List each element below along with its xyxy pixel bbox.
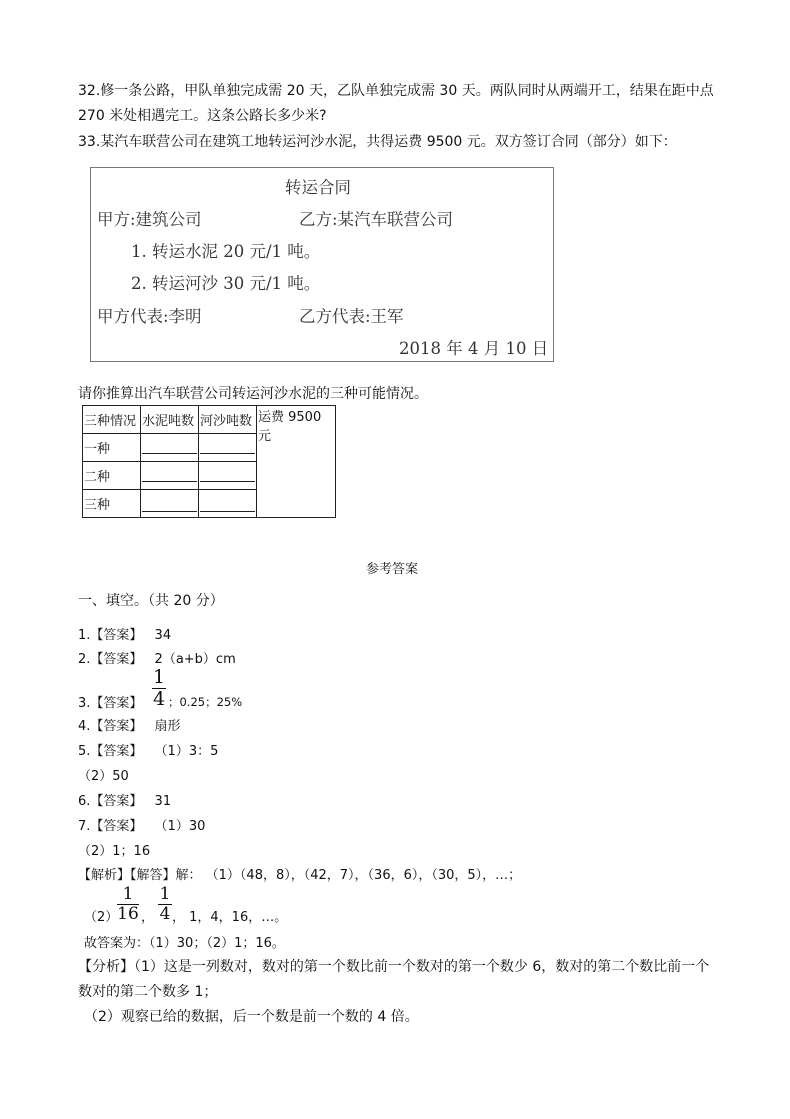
contract-item-2: 2. 转运河沙 30 元/1 吨。: [131, 274, 321, 293]
row-label-1: 一种: [83, 434, 141, 462]
answer-3-label: 3.【答案】: [78, 696, 143, 711]
header-cases: 三种情况: [83, 406, 141, 434]
header-sand: 河沙吨数: [199, 406, 257, 434]
answer-5-value: （1）3：5: [154, 744, 219, 759]
answer-7-label: 7.【答案】: [78, 819, 143, 834]
answer-4-value: 扇形: [154, 719, 181, 734]
analysis-answer: 故答案为：（1）30；（2）1；16。: [84, 936, 285, 951]
answer-6: [78, 790, 171, 809]
fraction-b-numerator: 1: [159, 884, 171, 904]
sand-cell-3[interactable]: [199, 490, 257, 518]
fenxi-label: 【分析】: [78, 959, 134, 975]
fraction-a-numerator: 1: [122, 884, 134, 904]
answer-3-denominator: 4: [152, 688, 166, 710]
answer-2-label: 2.【答案】: [78, 652, 143, 667]
answer-7-value: （1）30: [154, 819, 206, 834]
contract-rep-a: 甲方代表:李明: [97, 307, 202, 326]
answer-6-label: 6.【答案】: [78, 794, 143, 809]
fenxi-line1: [78, 956, 709, 976]
contract-party-b: 乙方:某汽车联营公司: [299, 210, 454, 229]
analysis-fraction-b: [158, 886, 172, 923]
contract-item-1: 1. 转运水泥 20 元/1 吨。: [131, 242, 321, 261]
analysis-label: 【解析】【解答】解：: [78, 868, 202, 883]
answers-title: 参考答案: [366, 562, 419, 577]
fenxi-line3: （2）观察已给的数据，后一个数是前一个数的 4 倍。: [84, 1009, 419, 1025]
analysis-part1: （1）（48，8），（42，7），（36，6），（30，5），…；: [205, 868, 522, 883]
q32-line1: 32.修一条公路，甲队单独完成需 20 天，乙队单独完成需 30 天。两队同时从两端开工，结果在距中点: [78, 83, 714, 99]
row-label-3: 三种: [83, 490, 141, 518]
answer-7-part2: （2）1；16: [78, 844, 151, 859]
answer-5-label: 5.【答案】: [78, 744, 143, 759]
analysis-line: [78, 864, 521, 883]
answer-2: [78, 648, 236, 667]
table-prompt: 请你推算出汽车联营公司转运河沙水泥的三种可能情况。: [78, 386, 428, 402]
contract-box: [90, 167, 554, 362]
cases-table: [82, 405, 336, 518]
answer-1-label: 1.【答案】: [78, 628, 143, 643]
header-cement: 水泥吨数: [141, 406, 199, 434]
contract-title: 转运合同: [285, 178, 351, 197]
answer-3-rest: ；0.25；25%: [168, 695, 243, 709]
table-header-row: [83, 406, 336, 434]
sand-cell-1[interactable]: [199, 434, 257, 462]
header-fee: 运费 9500 元: [257, 406, 336, 518]
answers-section: 一、填空。（共 20 分）: [78, 593, 224, 609]
fraction-b-denominator: 4: [159, 904, 171, 924]
answer-3-numerator: 1: [152, 666, 166, 688]
analysis-part2-rest: ， 1，4，16，…。: [172, 910, 288, 925]
cement-cell-1[interactable]: [141, 434, 199, 462]
sand-cell-2[interactable]: [199, 462, 257, 490]
cement-cell-2[interactable]: [141, 462, 199, 490]
analysis-part2-prefix: （2）: [84, 910, 119, 925]
answer-1: [78, 624, 171, 643]
fenxi-text-1: （1）这是一列数对，数对的第一个数比前一个数对的第一个数少 6，数对的第二个数比前一个: [134, 959, 710, 975]
contract-party-a: 甲方:建筑公司: [97, 210, 202, 229]
contract-date: 2018 年 4 月 10 日: [399, 339, 549, 358]
analysis-comma: ，: [141, 910, 155, 925]
answer-5: [78, 740, 218, 759]
answer-6-value: 31: [154, 794, 172, 809]
row-label-2: 二种: [83, 462, 141, 490]
fraction-a-denominator: 16: [117, 904, 139, 924]
answer-2-value: 2（a+b）cm: [154, 652, 236, 667]
answer-1-value: 34: [154, 628, 172, 643]
answer-7: [78, 815, 205, 834]
analysis-fraction-a: [117, 886, 139, 923]
fenxi-line2: 数对的第二个数多 1；: [78, 984, 218, 1000]
answer-3-fraction: [152, 668, 166, 709]
answer-4: [78, 715, 181, 734]
q33-text: 33.某汽车联营公司在建筑工地转运河沙水泥，共得运费 9500 元。双方签订合同（部分）如下：: [78, 134, 677, 150]
q32-line2: 270 米处相遇完工。这条公路长多少米?: [78, 108, 327, 124]
cement-cell-3[interactable]: [141, 490, 199, 518]
contract-rep-b: 乙方代表:王军: [299, 307, 404, 326]
answer-5-part2: （2）50: [78, 769, 129, 784]
answer-4-label: 4.【答案】: [78, 719, 143, 734]
